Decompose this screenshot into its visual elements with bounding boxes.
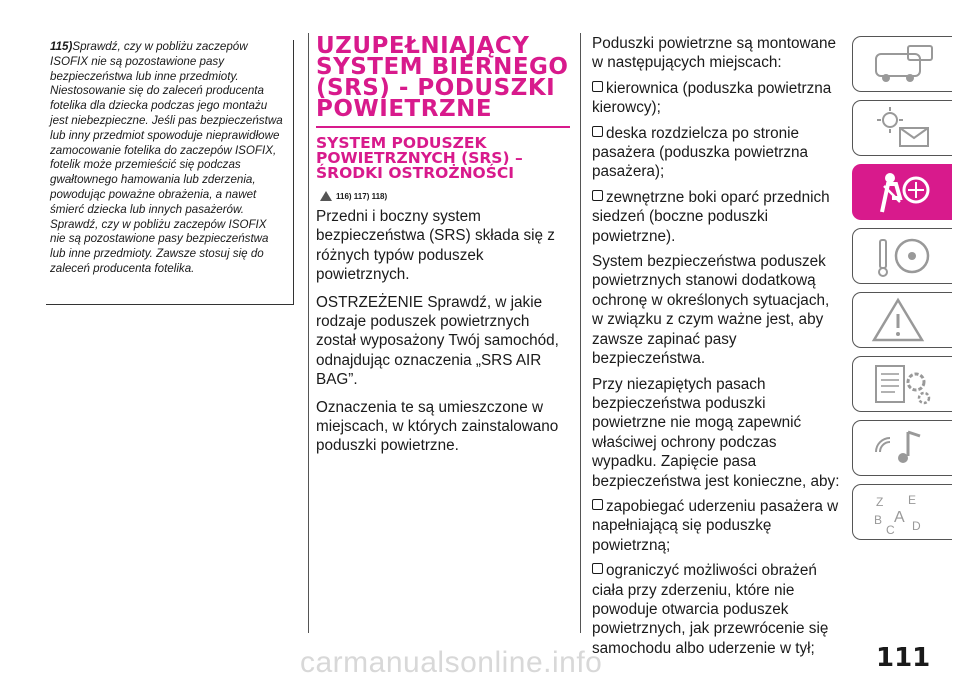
unbuckled-paragraph: Przy niezapiętych pasach bezpieczeństwa poduszki powietrzne nie mogą zapewnić właściwej ochrony podczas wypadku. Zapięcie pasa bezpieczeństwa jest konieczne, aby:	[592, 375, 840, 490]
column-divider-1	[308, 33, 309, 633]
note-number: 115)	[50, 40, 73, 53]
bullet-icon	[592, 190, 603, 201]
list-item	[592, 561, 842, 658]
svg-text:E: E	[907, 493, 916, 507]
tab-multimedia[interactable]	[852, 420, 952, 476]
bullet-icon	[592, 126, 603, 137]
tab-car-dashboard[interactable]	[852, 36, 952, 92]
note-column	[46, 40, 294, 305]
seatbelt-airbag-icon	[868, 168, 938, 216]
list-item	[592, 79, 842, 118]
list-item-text: zapobiegać uderzeniu pasażera w napełniającą się poduszkę powietrzną;	[592, 497, 839, 554]
list-item-text: zewnętrzne boki oparć przednich siedzeń (boczne poduszki powietrzne).	[592, 188, 830, 245]
page-number: 111	[876, 643, 931, 673]
title-rule	[316, 126, 570, 128]
warning-lights-icon	[868, 104, 938, 152]
tab-maintenance[interactable]	[852, 356, 952, 412]
list-item	[592, 124, 842, 182]
index-letters-icon	[868, 488, 938, 536]
bullet-icon	[592, 81, 603, 92]
bullet-icon	[592, 499, 603, 510]
tab-warning-lights[interactable]	[852, 100, 952, 156]
tab-emergency[interactable]	[852, 292, 952, 348]
airbag-locations-column	[592, 34, 842, 664]
section-column	[316, 33, 570, 464]
list-item-text: ograniczyć możliwości obrażeń ciała przy zderzeniu, które nie powoduje otwarcia poduszek powietrznych, jak przewrócenie się samochodu albo uderzenie w tył;	[592, 562, 829, 657]
tab-index[interactable]	[852, 484, 952, 540]
warning-refs	[320, 191, 570, 201]
section-subtitle: SYSTEM PODUSZEK POWIETRZNYCH (SRS) – ŚRODKI OSTROŻNOŚCI	[316, 134, 523, 182]
maintenance-gear-icon	[868, 360, 938, 408]
tab-seatbelt-airbag[interactable]	[852, 164, 952, 220]
svg-text:D: D	[911, 519, 921, 533]
paragraph-2: OSTRZEŻENIE Sprawdź, w jakie rodzaje poduszek powietrznych został wyposażony Twój samochód, odnajdując oznaczenia „SRS AIR BAG”.	[316, 293, 559, 389]
note-box	[46, 40, 294, 305]
locations-intro: Poduszki powietrzne są montowane w następujących miejscach:	[592, 35, 837, 72]
warning-refs-text: 116) 117) 118)	[336, 192, 388, 201]
list-item-text: kierownica (poduszka powietrzna kierowcy);	[592, 79, 832, 117]
svg-text:Z: Z	[875, 495, 883, 509]
warning-triangle-icon	[320, 191, 332, 201]
tab-key-steering[interactable]	[852, 228, 952, 284]
svg-text:C: C	[885, 523, 895, 536]
list-item	[592, 497, 842, 555]
list-item-text: deska rozdzielcza po stronie pasażera (poduszka powietrzna pasażera);	[592, 124, 808, 181]
supplement-paragraph: System bezpieczeństwa poduszek powietrznych stanowi dodatkową ochronę w określonych sytuacjach, w związku z czym ważne jest, aby zawsze zapinać pasy bezpieczeństwa.	[592, 253, 830, 368]
section-title: UZUPEŁNIAJĄCY SYSTEM BIERNEGO (SRS) - PODUSZKI POWIETRZNE	[316, 33, 569, 122]
emergency-triangle-icon	[868, 296, 938, 344]
paragraph-3: Oznaczenia te są umieszczone w miejscach, w których zainstalowano poduszki powietrzne.	[316, 398, 559, 455]
key-steering-wheel-icon	[868, 232, 938, 280]
note-text	[50, 40, 285, 277]
note-body: Sprawdź, czy w pobliżu zaczepów ISOFIX nie są pozostawione pasy bezpieczeństwa lub inne przedmioty. Niestosowanie się do zaleceń producenta fotelika dla dziecka podczas jego montażu jest niebezpieczne. Jeśli pas bezpieczeństwa lub inny przedmiot spowoduje nieprawidłowe zamocowanie fotelika do zaczepów ISOFIX, fotelik może przemieścić się podczas gwałtownego hamowania lub zderzenia, powodując poważne obrażenia, a nawet śmierć dziecka lub innych pasażerów. Sprawdź, czy w pobliżu zaczepów ISOFIX nie są pozostawione pasy bezpieczeństwa lub inne przedmioty. Zawsze stosuj się do zaleceń producenta fotelika.	[50, 40, 283, 275]
chapter-tabs	[852, 36, 960, 548]
watermark: carmanualsonline.info	[300, 646, 603, 679]
music-radio-icon	[868, 424, 938, 472]
svg-text:A: A	[893, 509, 905, 526]
paragraph-1: Przedni i boczny system bezpieczeństwa (SRS) składa się z różnych typów poduszek powietrznych.	[316, 208, 555, 284]
svg-text:B: B	[873, 513, 882, 527]
column-divider-2	[580, 33, 581, 633]
bullet-icon	[592, 563, 603, 574]
list-item	[592, 188, 842, 246]
car-dashboard-icon	[868, 40, 938, 88]
